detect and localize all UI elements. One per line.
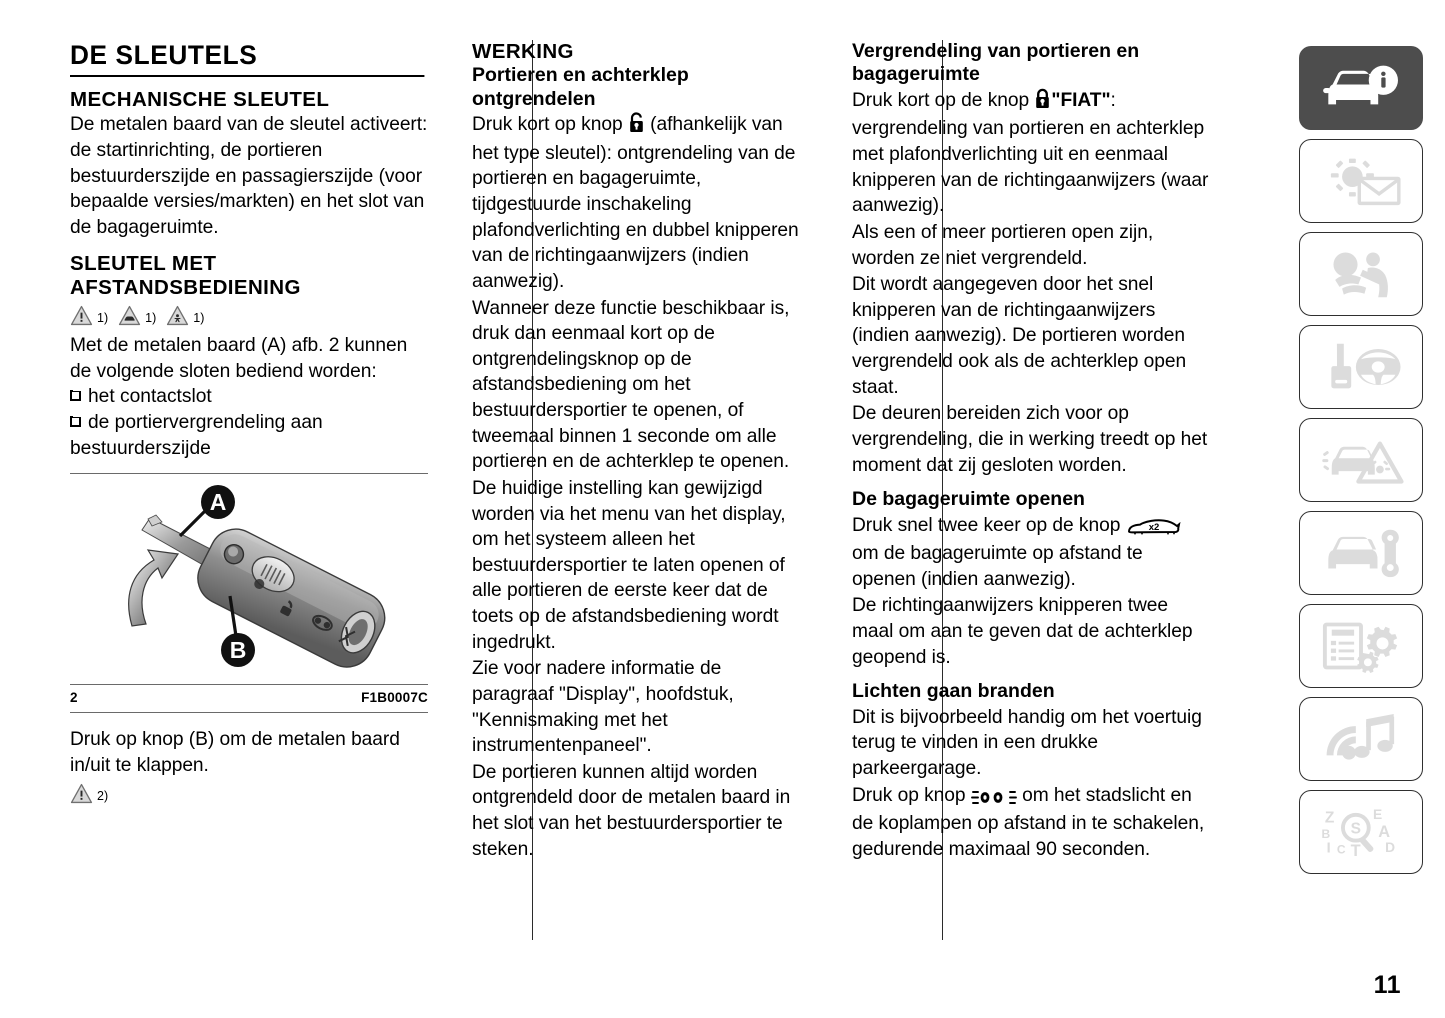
figure-image <box>70 474 428 684</box>
sun-envelope-icon <box>1318 151 1404 211</box>
svg-text:A: A <box>1378 823 1390 842</box>
list-item <box>70 410 428 461</box>
sidebar-item-technical-specifications[interactable] <box>1299 604 1423 688</box>
list-gears-icon <box>1318 616 1404 676</box>
svg-text:C: C <box>1336 842 1346 857</box>
warning-note-general <box>70 305 108 326</box>
warning-note-2 <box>70 783 428 804</box>
lock-text-after-icon: : vergrendeling van portieren en achterklep met plafondverlichting uit en eenmaal knipperen van de richtingaanwijzers (waar aanwezig). <box>852 89 1209 217</box>
figure-code: F1B0007C <box>361 689 428 705</box>
button-b-text: Druk op knop (B) om de metalen baard in/uit te klappen. <box>70 729 400 776</box>
column-2 <box>450 40 830 940</box>
subtitle-unlock-doors: Portieren en achterklep ontgrendelen <box>472 64 689 110</box>
warning-triangle-person-icon <box>166 305 189 326</box>
unlock-text-before-icon: Druk kort op knop <box>472 114 628 136</box>
sidebar-item-lights-and-messages[interactable] <box>1299 139 1423 223</box>
square-bullet-icon <box>70 390 81 401</box>
warning-note-number: 1) <box>193 310 205 325</box>
lights-instruction-paragraph <box>852 783 1210 863</box>
subtitle-lights-on: Lichten gaan branden <box>852 680 1055 703</box>
remote-key-text: Met de metalen baard (A) afb. 2 kunnen de volgende sloten bediend worden: <box>70 335 408 382</box>
figure-number: 2 <box>70 689 78 705</box>
sidebar-item-dashboard-info[interactable] <box>1299 46 1423 130</box>
svg-text:T: T <box>1350 842 1361 861</box>
column-3 <box>830 40 1210 940</box>
unlock-instruction-paragraph <box>472 112 808 294</box>
radio-music-icon <box>1318 709 1404 769</box>
svg-text:S: S <box>1350 820 1362 838</box>
svg-text:I: I <box>1326 840 1331 857</box>
section-title-mechanical-key: MECHANISCHE SLEUTEL <box>70 88 330 111</box>
warning-triangle-exclamation-icon <box>70 305 93 326</box>
unlock-paragraph-5: De portieren kunnen altijd worden ontgrendeld door de metalen baard in het slot van het bestuurdersportier te steken. <box>472 761 791 860</box>
mechanical-key-text: De metalen baard van de sleutel activeert: de startinrichting, de portieren bestuurderszijde en passagierszijde (voor bepaalde versies/markten) en het slot van de bagageruimte. <box>70 114 428 238</box>
subtitle-lock-doors: Vergrendeling van portieren en bagageruimte <box>852 40 1140 86</box>
padlock-open-icon <box>628 112 645 141</box>
chapter-tabs-sidebar <box>1299 46 1423 874</box>
svg-text:x2: x2 <box>1148 521 1159 533</box>
unlock-paragraph-3: De huidige instelling kan gewijzigd worden via het menu van het display, om het systeem alleen het bestuurdersportier te laten openen of alle portieren de eerste keer dat de toets op de afstandsbediening wordt ingedrukt. <box>472 477 786 653</box>
lights-paragraph-1: Dit is bijvoorbeeld handig om het voertuig terug te vinden in een drukke parkeergarage. <box>852 706 1202 779</box>
svg-text:B: B <box>1321 827 1331 842</box>
svg-text:B: B <box>229 637 247 664</box>
section-title-remote-key-label: SLEUTEL MET AFSTANDSBEDIENING <box>70 252 301 299</box>
car-wrench-icon <box>1318 523 1404 583</box>
list-item-label: het contactslot <box>88 386 212 408</box>
lights-text-after-icon: om het stadslicht en de koplampen op afstand in te schakelen, gedurende maximaal 90 seconden. <box>852 784 1205 860</box>
svg-text:E: E <box>1373 807 1383 823</box>
page-number: 11 <box>1373 971 1401 999</box>
magnifier-letters-icon <box>1318 802 1404 862</box>
figure-caption <box>70 684 428 706</box>
svg-text:D: D <box>1385 839 1396 855</box>
sidebar-item-alphabetical-index[interactable] <box>1299 790 1423 874</box>
content-columns <box>70 40 1260 940</box>
lock-text-before-icon: Druk kort op de knop <box>852 89 1035 111</box>
sidebar-item-starting-and-driving[interactable] <box>1299 325 1423 409</box>
trunk-instruction-paragraph <box>852 513 1210 593</box>
unlock-text-after-icon: (afhankelijk van het type sleutel): ontgrendeling van de portieren en bagageruimte, tijdgestuurde inschakeling plafondverlichting en dubbel knipperen van de richtingaanwijzers (indien aanwezig). <box>472 114 799 292</box>
lights-text-before-icon: Druk op knop <box>852 784 971 806</box>
lock-paragraph-3: Dit wordt aangegeven door het snel knipperen van de richtingaanwijzers (indien aanwezig). De portieren worden vergrendeld ook als de achterklep open staat. <box>852 274 1187 398</box>
warning-triangle-exclamation-icon <box>70 783 93 804</box>
svg-text:A: A <box>209 489 227 516</box>
lock-instruction-paragraph <box>852 88 1210 219</box>
list-item <box>70 384 428 410</box>
sidebar-item-emergency[interactable] <box>1299 418 1423 502</box>
seatbelt-passenger-icon <box>1318 244 1404 304</box>
headlights-icon <box>971 786 1017 812</box>
sidebar-item-maintenance-and-care[interactable] <box>1299 511 1423 595</box>
section-title-remote-key <box>70 252 428 299</box>
figure-key-fob <box>70 473 428 713</box>
warning-note-number: 1) <box>97 310 109 325</box>
key-steering-wheel-icon <box>1318 337 1404 397</box>
warning-triangle-car-icon <box>118 305 141 326</box>
section-title-werking: WERKING <box>472 40 574 63</box>
warning-note-vehicle <box>118 305 156 326</box>
warning-note-number: 1) <box>145 310 157 325</box>
warning-note-person <box>166 305 204 326</box>
trunk-text-before-icon: Druk snel twee keer op de knop <box>852 514 1126 536</box>
lock-paragraph-2: Als een of meer portieren open zijn, worden ze niet vergrendeld. <box>852 221 1154 269</box>
padlock-closed-icon <box>1034 88 1051 117</box>
trunk-paragraph-2: De richtingaanwijzers knipperen twee maal om aan te geven dat de achterklep geopend is. <box>852 595 1193 668</box>
warning-note-number: 2) <box>97 788 109 803</box>
sidebar-item-safety[interactable] <box>1299 232 1423 316</box>
fiat-label: "FIAT" <box>1051 89 1111 111</box>
unlock-paragraph-2: Wanneer deze functie beschikbaar is, druk dan eenmaal kort op de ontgrendelingsknop op de afstandsbediening om het bestuurdersportier te openen, of tweemaal binnen 1 seconde om alle portieren en de achterklep te openen. <box>472 297 790 473</box>
car-info-icon <box>1318 58 1404 118</box>
sidebar-item-multimedia[interactable] <box>1299 697 1423 781</box>
trunk-open-x2-icon <box>1126 516 1182 542</box>
chapter-title: DE SLEUTELS <box>70 40 424 77</box>
trunk-text-after-icon: om de bagageruimte op afstand te openen (indien aanwezig). <box>852 543 1143 590</box>
unlock-paragraph-4: Zie voor nadere informatie de paragraaf "Display", hoofdstuk, "Kennismaking met het instrumentenpaneel". <box>472 658 734 757</box>
car-hazard-triangle-icon <box>1318 430 1404 490</box>
list-item-label: de portiervergrendeling aan bestuurderszijde <box>70 412 323 459</box>
warning-notes-row <box>70 303 428 327</box>
column-1 <box>70 40 450 940</box>
svg-text:Z: Z <box>1324 809 1335 827</box>
lock-paragraph-4: De deuren bereiden zich voor op vergrendeling, die in werking treedt op het moment dat zij gesloten worden. <box>852 403 1208 476</box>
subtitle-open-trunk: De bagageruimte openen <box>852 488 1085 511</box>
square-bullet-icon <box>70 416 81 427</box>
